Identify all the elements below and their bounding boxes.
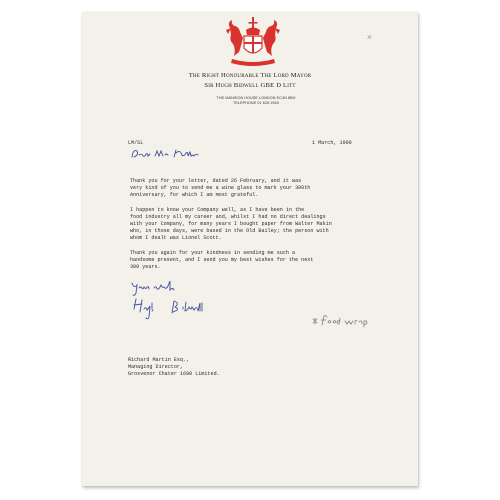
corner-pencil-mark: × <box>366 32 372 42</box>
recipient-line: Grosvenor Chater 1690 Limited. <box>128 371 220 378</box>
letterhead-name: Sir Hugh Bidwell GBE D Litt <box>204 82 296 89</box>
recipient-line: Richard Martin Esq., <box>128 357 190 363</box>
handwritten-closing-and-signature <box>130 279 240 334</box>
reference-code: LM/SL <box>128 140 144 146</box>
letter-date: 1 March, 1990 <box>312 140 352 146</box>
letter-body <box>130 178 368 278</box>
recipient-line: Managing Director, <box>128 364 184 371</box>
recipient-address <box>128 357 220 379</box>
letterhead-telephone: TELEPHONE 01 626 2500 <box>233 101 279 105</box>
body-paragraph: Thank you for your letter, dated 26 February, and it was very kind of you to send me a wine glass to mark your 300th Anniversary, for which I am most grateful. <box>130 178 311 199</box>
letterhead-address-block <box>206 96 306 106</box>
letter-sheet <box>82 12 418 486</box>
letterhead-address: THE MANSION HOUSE LONDON EC4N 8BH <box>216 96 296 100</box>
pencil-annotation <box>310 313 370 329</box>
body-paragraph: I happen to know your Company well, as I have been in the food industry all my career and, whilst I had no direct dealings with your Company, for many years I bought paper from Walter Makin who, in those days, were based in the Old Bailey; the person with whom I dealt was Lionel Scott. <box>130 206 332 242</box>
handwritten-salutation <box>130 147 210 161</box>
letterhead-title: The Right Honourable The Lord Mayor <box>188 72 312 79</box>
coat-of-arms-logo <box>222 16 284 68</box>
body-paragraph: Thank you again for your kindness in sending me such a handsome present, and I send you my best wishes for the next 300 years. <box>130 249 314 271</box>
